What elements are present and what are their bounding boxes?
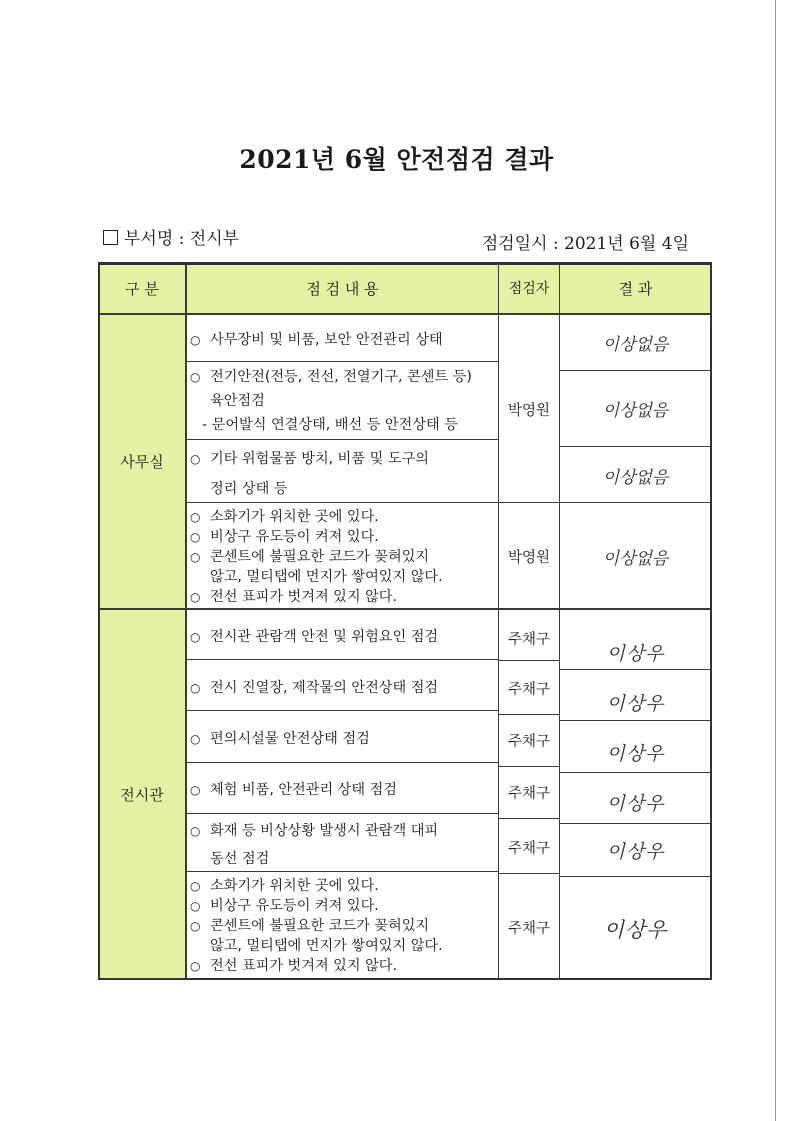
office-row-4-result bbox=[559, 504, 712, 609]
signature-result: 이상우 bbox=[606, 642, 665, 665]
signature-result: 이상우 bbox=[606, 840, 665, 863]
table-divider bbox=[186, 762, 499, 763]
circle-bullet-icon: ○ bbox=[190, 899, 201, 913]
table-divider bbox=[559, 669, 712, 670]
circle-bullet-icon: ○ bbox=[190, 783, 201, 797]
office-row-2-content: ○ 전기안전(전등, 전선, 전열기구, 콘센트 등) 육안점검 - 문어발식 연결상태, 배선 등 안전상태 등 bbox=[186, 365, 499, 437]
office-row-4-content: ○ 소화기가 위치한 곳에 있다. ○ 비상구 유도등이 켜져 있다. ○ 콘센트에 불필요한 코드가 꽂혀있지 않고, 멀티탭에 먼지가 쌓여있지 않다. ○ 전선 표피가 벗겨져 있지 않다. bbox=[190, 509, 443, 605]
hall-row-5-result bbox=[559, 822, 712, 878]
hall-row-3-inspector: 주채구 bbox=[507, 733, 551, 750]
hall-row-4-inspector: 주채구 bbox=[507, 785, 551, 802]
circle-bullet-icon: ○ bbox=[190, 370, 201, 384]
circle-bullet-icon: ○ bbox=[190, 530, 201, 544]
circle-bullet-icon: ○ bbox=[190, 732, 201, 746]
table-divider bbox=[98, 313, 712, 315]
table-divider bbox=[559, 772, 712, 773]
hall-row-2-inspector: 주채구 bbox=[507, 681, 551, 698]
circle-bullet-icon: ○ bbox=[190, 630, 201, 644]
signature-result: 이상우 bbox=[606, 692, 665, 715]
hall-row-6-content: ○ 소화기가 위치한 곳에 있다. ○ 비상구 유도등이 켜져 있다. ○ 콘센트에 불필요한 코드가 꽂혀있지 않고, 멀티탭에 먼지가 쌓여있지 않다. ○ 전선 표피가 벗겨져 있지 않다. bbox=[190, 878, 443, 974]
hall-row-1-inspector: 주채구 bbox=[507, 631, 551, 648]
signature-result: 이상우 bbox=[606, 742, 665, 765]
circle-bullet-icon: ○ bbox=[190, 452, 201, 466]
table-divider bbox=[559, 720, 712, 721]
circle-bullet-icon: ○ bbox=[190, 590, 201, 604]
circle-bullet-icon: ○ bbox=[190, 879, 201, 893]
table-divider bbox=[499, 873, 559, 874]
office-inspector-1: 박영원 bbox=[507, 402, 551, 419]
page-title: 2021년 6월 안전점검 결과 bbox=[239, 145, 554, 174]
inspection-table bbox=[98, 262, 712, 980]
table-divider bbox=[186, 361, 499, 362]
signature-result: 이상없음 bbox=[602, 400, 669, 421]
hall-row-4-content: ○ 체험 비품, 안전관리 상태 점검 bbox=[186, 778, 499, 802]
table-divider bbox=[499, 714, 559, 715]
checkbox-icon bbox=[103, 230, 118, 245]
scan-edge bbox=[775, 0, 776, 1121]
circle-bullet-icon: ○ bbox=[190, 681, 201, 695]
circle-bullet-icon: ○ bbox=[190, 333, 201, 347]
office-row-1-content: ○ 사무장비 및 비품, 보안 안전관리 상태 bbox=[186, 328, 499, 352]
table-divider bbox=[186, 871, 499, 872]
table-divider bbox=[186, 502, 712, 503]
table-divider bbox=[559, 823, 712, 824]
office-row-3-content: ○ 기타 위험물품 방치, 비품 및 도구의 정리 상태 등 bbox=[186, 444, 499, 504]
table-divider bbox=[186, 659, 499, 660]
hall-row-5-inspector: 주채구 bbox=[507, 840, 551, 857]
circle-bullet-icon: ○ bbox=[190, 550, 201, 564]
signature-result: 이상없음 bbox=[602, 549, 669, 569]
circle-bullet-icon: ○ bbox=[190, 824, 201, 838]
circle-bullet-icon: ○ bbox=[190, 919, 201, 933]
table-divider bbox=[98, 608, 712, 610]
signature-result: 이상우 bbox=[603, 918, 668, 942]
hall-row-5-content: ○ 화재 등 비상상황 발생시 관람객 대피 동선 점검 bbox=[186, 817, 499, 873]
header-inspector: 점검자 bbox=[499, 262, 559, 314]
header-result: 결 과 bbox=[559, 262, 712, 314]
office-inspector-2: 박영원 bbox=[507, 550, 551, 566]
table-divider bbox=[185, 262, 187, 980]
department-label bbox=[103, 224, 239, 249]
signature-result: 이상없음 bbox=[602, 334, 669, 355]
header-category: 구 분 bbox=[98, 262, 186, 314]
inspection-date: 점검일시 : 2021년 6월 4일 bbox=[481, 234, 689, 254]
group-office: 사무실 bbox=[98, 314, 186, 609]
header-content: 점 검 내 용 bbox=[186, 262, 499, 314]
office-row-3-result bbox=[559, 446, 712, 504]
hall-row-3-result bbox=[559, 727, 712, 777]
table-divider bbox=[186, 813, 499, 814]
office-row-1-result bbox=[559, 314, 712, 370]
table-divider bbox=[499, 660, 559, 661]
group-exhibition-hall: 전시관 bbox=[98, 609, 186, 980]
table-divider bbox=[559, 370, 712, 371]
table-divider bbox=[559, 446, 712, 447]
hall-row-4-result bbox=[559, 777, 712, 827]
circle-bullet-icon: ○ bbox=[190, 959, 201, 973]
office-row-2-result bbox=[559, 370, 712, 446]
table-divider bbox=[186, 710, 499, 711]
hall-row-6-result bbox=[559, 878, 712, 980]
hall-row-3-content: ○ 편의시설물 안전상태 점검 bbox=[186, 727, 499, 751]
circle-bullet-icon: ○ bbox=[190, 510, 201, 524]
table-divider bbox=[499, 766, 559, 767]
table-divider bbox=[186, 439, 499, 440]
hall-row-2-content: ○ 전시 진열장, 제작물의 안전상태 점검 bbox=[186, 676, 499, 700]
hall-row-1-content: ○ 전시관 관람객 안전 및 위험요인 점검 bbox=[186, 625, 499, 649]
hall-row-6-inspector: 주채구 bbox=[507, 920, 551, 937]
table-divider bbox=[559, 876, 712, 877]
department-text: 부서명 : 전시부 bbox=[124, 229, 240, 249]
table-divider bbox=[499, 818, 559, 819]
signature-result: 이상우 bbox=[606, 792, 665, 815]
signature-result: 이상없음 bbox=[602, 467, 669, 488]
